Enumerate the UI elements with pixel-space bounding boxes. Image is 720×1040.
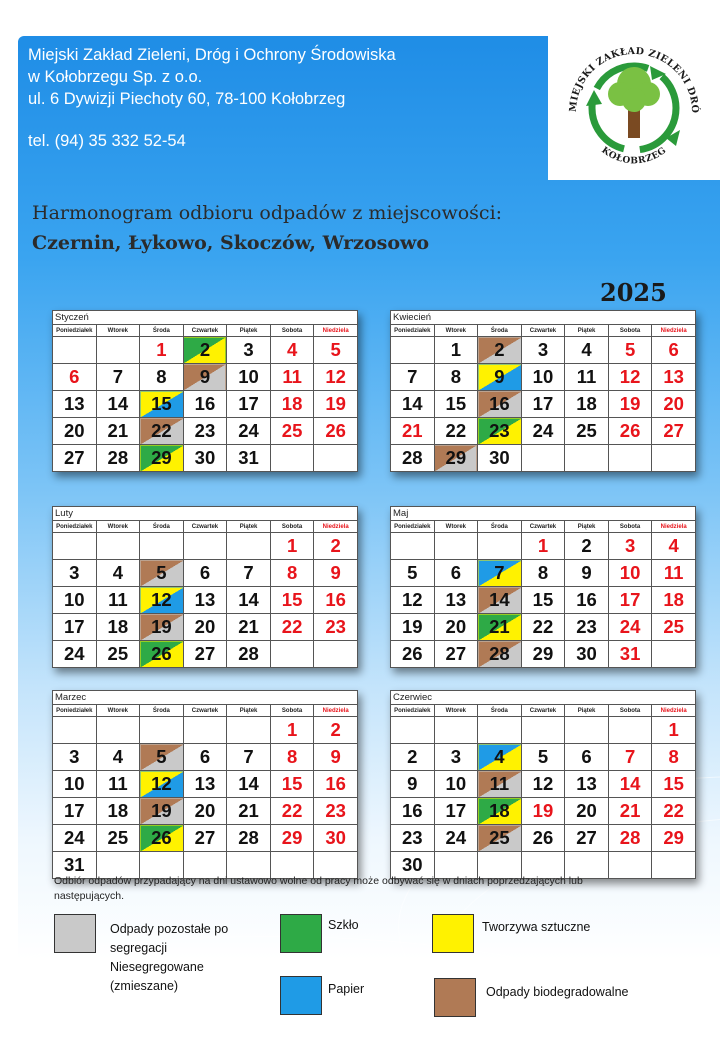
day-cell: 6 — [565, 744, 609, 771]
day-cell: 8 — [434, 364, 478, 391]
legend-swatch-paper — [280, 976, 322, 1015]
empty-cell — [140, 533, 184, 560]
calendar-grid — [52, 520, 358, 668]
calendar-april — [390, 310, 696, 472]
day-cell: 10 — [53, 771, 97, 798]
collection-day: 26 — [140, 825, 184, 852]
empty-cell — [521, 445, 565, 472]
day-cell: 20 — [434, 614, 478, 641]
day-cell: 13 — [53, 391, 97, 418]
company-address — [28, 44, 396, 152]
weekday-header: Wtorek — [96, 325, 140, 337]
month-name: Czerwiec — [390, 690, 696, 704]
weekday-header: Sobota — [608, 521, 652, 533]
weekday-header: Piątek — [227, 325, 271, 337]
day-cell: 7 — [96, 364, 140, 391]
weekday-header: Niedziela — [314, 521, 358, 533]
day-cell: 23 — [183, 418, 227, 445]
day-cell: 28 — [227, 641, 271, 668]
day-cell: 20 — [183, 614, 227, 641]
month-name: Kwiecień — [390, 310, 696, 324]
calendar-january — [52, 310, 358, 472]
day-cell: 12 — [521, 771, 565, 798]
weekday-header: Piątek — [565, 325, 609, 337]
day-cell: 26 — [608, 418, 652, 445]
month-name: Maj — [390, 506, 696, 520]
day-cell: 31 — [227, 445, 271, 472]
day-cell: 14 — [227, 771, 271, 798]
empty-cell — [565, 445, 609, 472]
day-cell: 16 — [391, 798, 435, 825]
empty-cell — [270, 641, 314, 668]
weekday-header: Poniedziałek — [391, 521, 435, 533]
day-cell: 6 — [183, 744, 227, 771]
day-cell: 7 — [391, 364, 435, 391]
day-cell: 9 — [565, 560, 609, 587]
collection-day: 2 — [183, 337, 227, 364]
day-cell: 4 — [270, 337, 314, 364]
collection-day: 12 — [140, 587, 184, 614]
day-cell: 15 — [270, 771, 314, 798]
day-cell: 30 — [565, 641, 609, 668]
day-cell: 10 — [434, 771, 478, 798]
day-cell: 21 — [227, 614, 271, 641]
weekday-header: Sobota — [270, 325, 314, 337]
day-cell: 1 — [140, 337, 184, 364]
company-logo — [548, 20, 720, 180]
calendar-february — [52, 506, 358, 668]
legend-label-mixed: Odpady pozostałe po segregacji Niesegregowane (zmieszane) — [110, 922, 229, 993]
day-cell: 6 — [183, 560, 227, 587]
day-cell: 27 — [434, 641, 478, 668]
company-name: Miejski Zakład Zieleni, Dróg i Ochrony Środowiska — [28, 46, 396, 64]
collection-day: 9 — [183, 364, 227, 391]
day-cell: 23 — [314, 798, 358, 825]
day-cell: 26 — [391, 641, 435, 668]
day-cell: 24 — [434, 825, 478, 852]
empty-cell — [391, 717, 435, 744]
legend-swatch-plastic — [432, 914, 474, 953]
schedule-title — [32, 202, 502, 254]
day-cell: 5 — [314, 337, 358, 364]
day-cell: 8 — [652, 744, 696, 771]
weekday-header: Czwartek — [183, 325, 227, 337]
day-cell: 8 — [270, 744, 314, 771]
weekday-header: Niedziela — [652, 325, 696, 337]
day-cell: 17 — [53, 798, 97, 825]
day-cell: 4 — [565, 337, 609, 364]
collection-day: 29 — [140, 445, 184, 472]
legend-swatch-bio — [434, 978, 476, 1017]
day-cell: 22 — [270, 614, 314, 641]
empty-cell — [53, 717, 97, 744]
weekday-header: Środa — [478, 705, 522, 717]
day-cell: 4 — [96, 560, 140, 587]
day-cell: 27 — [565, 825, 609, 852]
day-cell: 24 — [227, 418, 271, 445]
day-cell: 25 — [652, 614, 696, 641]
empty-cell — [227, 717, 271, 744]
weekday-header: Wtorek — [96, 705, 140, 717]
day-cell: 11 — [96, 587, 140, 614]
day-cell: 20 — [565, 798, 609, 825]
day-cell: 7 — [227, 560, 271, 587]
weekday-header: Środa — [140, 325, 184, 337]
weekday-header: Niedziela — [314, 325, 358, 337]
collection-day: 21 — [478, 614, 522, 641]
weekday-header: Poniedziałek — [391, 705, 435, 717]
day-cell: 22 — [521, 614, 565, 641]
day-cell: 6 — [53, 364, 97, 391]
day-cell: 23 — [565, 614, 609, 641]
day-cell: 23 — [314, 614, 358, 641]
day-cell: 7 — [227, 744, 271, 771]
day-cell: 25 — [565, 418, 609, 445]
collection-day: 29 — [434, 445, 478, 472]
empty-cell — [53, 337, 97, 364]
day-cell: 21 — [391, 418, 435, 445]
day-cell: 25 — [96, 641, 140, 668]
company-phone: tel. (94) 35 332 52-54 — [28, 132, 186, 150]
day-cell: 29 — [521, 641, 565, 668]
svg-text:KOŁOBRZEG — [599, 146, 668, 167]
day-cell: 13 — [183, 771, 227, 798]
day-cell: 19 — [521, 798, 565, 825]
empty-cell — [608, 852, 652, 879]
day-cell: 15 — [270, 587, 314, 614]
weekday-header: Piątek — [565, 521, 609, 533]
weekday-header: Wtorek — [434, 705, 478, 717]
day-cell: 24 — [53, 825, 97, 852]
calendar-grid — [390, 704, 696, 879]
weekday-header: Czwartek — [521, 521, 565, 533]
day-cell: 1 — [270, 533, 314, 560]
collection-day: 26 — [140, 641, 184, 668]
day-cell: 14 — [227, 587, 271, 614]
day-cell: 27 — [183, 825, 227, 852]
title-line: Harmonogram odbioru odpadów z miejscowości: — [32, 202, 503, 224]
weekday-header: Wtorek — [434, 521, 478, 533]
holiday-note: Odbiór odpadów przypadający na dni ustawowo wolne od pracy może odbywać się w dniach poprzedzających lub następujących. — [54, 875, 583, 902]
logo-icon — [548, 20, 720, 180]
day-cell: 15 — [521, 587, 565, 614]
empty-cell — [227, 533, 271, 560]
weekday-header: Środa — [478, 325, 522, 337]
day-cell: 30 — [478, 445, 522, 472]
day-cell: 6 — [652, 337, 696, 364]
day-cell: 11 — [565, 364, 609, 391]
day-cell: 1 — [434, 337, 478, 364]
day-cell: 27 — [652, 418, 696, 445]
day-cell: 4 — [96, 744, 140, 771]
day-cell: 2 — [565, 533, 609, 560]
day-cell: 27 — [53, 445, 97, 472]
day-cell: 19 — [391, 614, 435, 641]
empty-cell — [478, 533, 522, 560]
day-cell: 24 — [608, 614, 652, 641]
month-name: Luty — [52, 506, 358, 520]
empty-cell — [96, 533, 140, 560]
day-cell: 18 — [652, 587, 696, 614]
collection-day: 15 — [140, 391, 184, 418]
year: 2025 — [600, 278, 667, 307]
day-cell: 6 — [434, 560, 478, 587]
day-cell: 2 — [391, 744, 435, 771]
empty-cell — [478, 717, 522, 744]
day-cell: 3 — [53, 744, 97, 771]
day-cell: 17 — [227, 391, 271, 418]
day-cell: 22 — [434, 418, 478, 445]
legend-swatch-glass — [280, 914, 322, 953]
day-cell: 3 — [521, 337, 565, 364]
day-cell: 25 — [270, 418, 314, 445]
collection-day: 5 — [140, 744, 184, 771]
day-cell: 11 — [270, 364, 314, 391]
day-cell: 30 — [183, 445, 227, 472]
day-cell: 13 — [183, 587, 227, 614]
day-cell: 18 — [96, 798, 140, 825]
day-cell: 3 — [608, 533, 652, 560]
day-cell: 30 — [391, 852, 435, 879]
day-cell: 10 — [521, 364, 565, 391]
day-cell: 27 — [183, 641, 227, 668]
day-cell: 19 — [608, 391, 652, 418]
empty-cell — [391, 337, 435, 364]
day-cell: 10 — [608, 560, 652, 587]
day-cell: 13 — [565, 771, 609, 798]
calendar-may — [390, 506, 696, 668]
collection-day: 12 — [140, 771, 184, 798]
day-cell: 30 — [314, 825, 358, 852]
day-cell: 11 — [652, 560, 696, 587]
day-cell: 17 — [608, 587, 652, 614]
weekday-header: Czwartek — [183, 705, 227, 717]
day-cell: 28 — [391, 445, 435, 472]
empty-cell — [314, 641, 358, 668]
day-cell: 5 — [608, 337, 652, 364]
day-cell: 28 — [608, 825, 652, 852]
collection-day: 14 — [478, 587, 522, 614]
empty-cell — [565, 717, 609, 744]
collection-day: 4 — [478, 744, 522, 771]
empty-cell — [53, 533, 97, 560]
day-cell: 13 — [434, 587, 478, 614]
day-cell: 24 — [53, 641, 97, 668]
empty-cell — [183, 533, 227, 560]
empty-cell — [183, 717, 227, 744]
weekday-header: Niedziela — [652, 705, 696, 717]
weekday-header: Wtorek — [96, 521, 140, 533]
collection-day: 25 — [478, 825, 522, 852]
calendar-grid — [390, 324, 696, 472]
day-cell: 13 — [652, 364, 696, 391]
day-cell: 16 — [565, 587, 609, 614]
day-cell: 17 — [521, 391, 565, 418]
legend-label-plastic: Tworzywa sztuczne — [482, 920, 591, 934]
day-cell: 4 — [652, 533, 696, 560]
collection-day: 9 — [478, 364, 522, 391]
collection-day: 11 — [478, 771, 522, 798]
localities: Czernin, Łykowo, Skoczów, Wrzosowo — [32, 232, 430, 254]
day-cell: 21 — [96, 418, 140, 445]
day-cell: 9 — [314, 744, 358, 771]
day-cell: 28 — [96, 445, 140, 472]
weekday-header: Sobota — [608, 325, 652, 337]
empty-cell — [608, 717, 652, 744]
calendar-march — [52, 690, 358, 879]
empty-cell — [434, 717, 478, 744]
empty-cell — [652, 641, 696, 668]
weekday-header: Poniedziałek — [391, 325, 435, 337]
day-cell: 1 — [521, 533, 565, 560]
collection-day: 22 — [140, 418, 184, 445]
day-cell: 16 — [314, 587, 358, 614]
day-cell: 9 — [391, 771, 435, 798]
logo-text: MIEJSKI ZAKŁAD ZIELENI DRÓ — [567, 45, 701, 114]
empty-cell — [96, 337, 140, 364]
day-cell: 24 — [521, 418, 565, 445]
day-cell: 1 — [652, 717, 696, 744]
collection-day: 19 — [140, 614, 184, 641]
month-name: Styczeń — [52, 310, 358, 324]
day-cell: 18 — [270, 391, 314, 418]
weekday-header: Poniedziałek — [53, 705, 97, 717]
empty-cell — [314, 445, 358, 472]
day-cell: 31 — [53, 852, 97, 879]
day-cell: 23 — [391, 825, 435, 852]
day-cell: 21 — [608, 798, 652, 825]
weekday-header: Sobota — [608, 705, 652, 717]
day-cell: 22 — [270, 798, 314, 825]
weekday-header: Poniedziałek — [53, 325, 97, 337]
weekday-header: Poniedziałek — [53, 521, 97, 533]
day-cell: 12 — [314, 364, 358, 391]
day-cell: 12 — [608, 364, 652, 391]
calendar-june — [390, 690, 696, 879]
empty-cell — [652, 445, 696, 472]
empty-cell — [270, 445, 314, 472]
weekday-header: Piątek — [565, 705, 609, 717]
weekday-header: Piątek — [227, 705, 271, 717]
company-suffix: w Kołobrzegu Sp. z o.o. — [28, 68, 203, 86]
day-cell: 26 — [314, 418, 358, 445]
collection-day: 28 — [478, 641, 522, 668]
company-street: ul. 6 Dywizji Piechoty 60, 78-100 Kołobrzeg — [28, 90, 346, 108]
empty-cell — [391, 533, 435, 560]
logo-city: KOŁOBRZEG — [599, 145, 669, 167]
collection-day: 19 — [140, 798, 184, 825]
day-cell: 26 — [521, 825, 565, 852]
weekday-header: Sobota — [270, 705, 314, 717]
collection-day: 5 — [140, 560, 184, 587]
day-cell: 8 — [521, 560, 565, 587]
collection-day: 23 — [478, 418, 522, 445]
day-cell: 12 — [391, 587, 435, 614]
day-cell: 8 — [270, 560, 314, 587]
day-cell: 15 — [434, 391, 478, 418]
legend-swatch-mixed — [54, 914, 96, 953]
collection-day: 16 — [478, 391, 522, 418]
legend-label-bio: Odpady biodegradowalne — [486, 985, 629, 999]
day-cell: 21 — [227, 798, 271, 825]
day-cell: 8 — [140, 364, 184, 391]
weekday-header: Czwartek — [521, 705, 565, 717]
day-cell: 9 — [314, 560, 358, 587]
weekday-header: Środa — [478, 521, 522, 533]
day-cell: 1 — [270, 717, 314, 744]
empty-cell — [434, 533, 478, 560]
calendar-grid — [52, 704, 358, 879]
calendar-grid — [52, 324, 358, 472]
weekday-header: Niedziela — [652, 521, 696, 533]
day-cell: 3 — [53, 560, 97, 587]
weekday-header: Sobota — [270, 521, 314, 533]
day-cell: 22 — [652, 798, 696, 825]
day-cell: 25 — [96, 825, 140, 852]
legend-label-glass: Szkło — [328, 918, 359, 932]
day-cell: 17 — [53, 614, 97, 641]
day-cell: 20 — [53, 418, 97, 445]
day-cell: 16 — [183, 391, 227, 418]
day-cell: 11 — [96, 771, 140, 798]
empty-cell — [96, 717, 140, 744]
day-cell: 14 — [96, 391, 140, 418]
day-cell: 2 — [314, 717, 358, 744]
day-cell: 5 — [391, 560, 435, 587]
day-cell: 20 — [183, 798, 227, 825]
day-cell: 14 — [608, 771, 652, 798]
month-name: Marzec — [52, 690, 358, 704]
empty-cell — [608, 445, 652, 472]
empty-cell — [652, 852, 696, 879]
day-cell: 10 — [227, 364, 271, 391]
weekday-header: Środa — [140, 705, 184, 717]
day-cell: 17 — [434, 798, 478, 825]
collection-day: 2 — [478, 337, 522, 364]
weekday-header: Niedziela — [314, 705, 358, 717]
weekday-header: Wtorek — [434, 325, 478, 337]
day-cell: 5 — [521, 744, 565, 771]
day-cell: 29 — [652, 825, 696, 852]
day-cell: 7 — [608, 744, 652, 771]
collection-day: 7 — [478, 560, 522, 587]
day-cell: 16 — [314, 771, 358, 798]
empty-cell — [521, 717, 565, 744]
day-cell: 3 — [227, 337, 271, 364]
empty-cell — [140, 717, 184, 744]
weekday-header: Piątek — [227, 521, 271, 533]
day-cell: 29 — [270, 825, 314, 852]
day-cell: 15 — [652, 771, 696, 798]
day-cell: 3 — [434, 744, 478, 771]
calendar-grid — [390, 520, 696, 668]
day-cell: 28 — [227, 825, 271, 852]
day-cell: 18 — [96, 614, 140, 641]
weekday-header: Czwartek — [183, 521, 227, 533]
day-cell: 14 — [391, 391, 435, 418]
day-cell: 20 — [652, 391, 696, 418]
day-cell: 19 — [314, 391, 358, 418]
day-cell: 10 — [53, 587, 97, 614]
weekday-header: Środa — [140, 521, 184, 533]
day-cell: 2 — [314, 533, 358, 560]
weekday-header: Czwartek — [521, 325, 565, 337]
collection-day: 18 — [478, 798, 522, 825]
day-cell: 31 — [608, 641, 652, 668]
day-cell: 18 — [565, 391, 609, 418]
legend-label-paper: Papier — [328, 982, 365, 996]
